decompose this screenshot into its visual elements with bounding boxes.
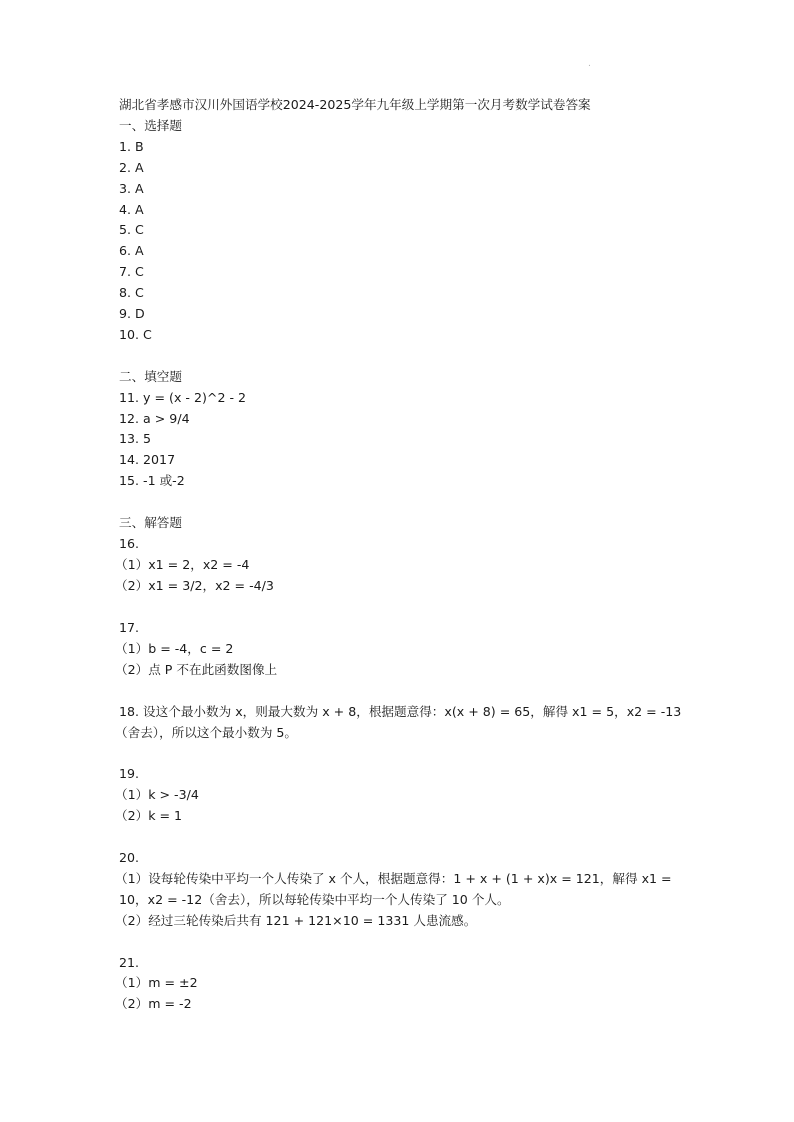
answer-4: 4. A — [119, 201, 144, 217]
section-heading-fill: 二、填空题 — [119, 368, 182, 384]
question-18-line-2: （舍去），所以这个最小数为 5。 — [115, 724, 298, 740]
answer-1: 1. B — [119, 138, 144, 154]
question-21-part-1: （1）m = ±2 — [115, 975, 198, 991]
question-17-part-1: （1）b = -4，c = 2 — [115, 641, 234, 657]
answer-3: 3. A — [119, 180, 144, 196]
spacer — [119, 744, 679, 765]
answer-12: 12. a > 9/4 — [119, 410, 190, 426]
document-title: 湖北省孝感市汉川外国语学校2024-2025学年九年级上学期第一次月考数学试卷答案 — [119, 97, 591, 112]
answer-10: 10. C — [119, 326, 152, 342]
question-19-part-2: （2）k = 1 — [115, 808, 183, 824]
question-16-part-1: （1）x1 = 2，x2 = -4 — [115, 556, 250, 572]
question-19-label: 19. — [119, 766, 140, 782]
question-20-part-1-line-2: 10，x2 = -12（舍去），所以每轮传染中平均一个人传染了 10 个人。 — [119, 891, 510, 907]
question-19-part-1: （1）k > -3/4 — [115, 787, 199, 803]
corner-mark: . — [588, 59, 591, 69]
answer-2: 2. A — [119, 159, 144, 175]
question-21-part-2: （2）m = -2 — [115, 996, 192, 1012]
answer-13: 13. 5 — [119, 431, 152, 447]
spacer — [119, 681, 679, 702]
spacer — [119, 597, 679, 618]
answer-6: 6. A — [119, 243, 144, 259]
answer-8: 8. C — [119, 285, 144, 301]
answer-sheet — [115, 95, 682, 1015]
question-20-part-2: （2）经过三轮传染后共有 121 + 121×10 = 1331 人患流感。 — [115, 912, 477, 928]
spacer — [119, 932, 679, 953]
question-20-label: 20. — [119, 850, 140, 866]
question-17-label: 17. — [119, 620, 140, 636]
question-17-part-2: （2）点 P 不在此函数图像上 — [115, 661, 278, 677]
spacer — [119, 827, 679, 848]
answer-5: 5. C — [119, 222, 144, 238]
section-heading-choice: 一、选择题 — [119, 117, 182, 133]
spacer — [119, 346, 679, 367]
answer-7: 7. C — [119, 264, 144, 280]
section-heading-solve: 三、解答题 — [119, 515, 182, 531]
question-18-line-1: 18. 设这个最小数为 x，则最大数为 x + 8，根据题意得：x(x + 8) = 65，解得 x1 = 5，x2 = -13 — [119, 703, 682, 719]
answer-9: 9. D — [119, 306, 145, 322]
question-20-part-1-line-1: （1）设每轮传染中平均一个人传染了 x 个人，根据题意得：1 + x + (1 + x)x = 121，解得 x1 = — [115, 870, 672, 886]
question-21-label: 21. — [119, 954, 140, 970]
answer-11: 11. y = (x - 2)^2 - 2 — [119, 389, 247, 405]
answer-14: 14. 2017 — [119, 452, 176, 468]
question-16-label: 16. — [119, 536, 140, 551]
answer-15: 15. -1 或-2 — [119, 473, 185, 489]
spacer — [119, 492, 679, 513]
question-16-part-2: （2）x1 = 3/2，x2 = -4/3 — [115, 577, 274, 593]
